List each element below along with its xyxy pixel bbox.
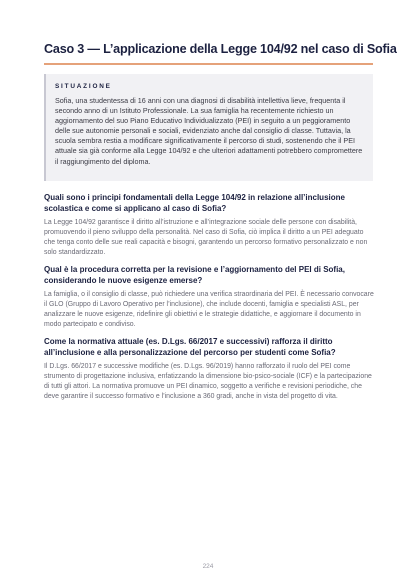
situation-text: Sofia, una studentessa di 16 anni con una diagnosi di disabilità intellettiva lieve, frequenta il secondo anno di un Istituto Professionale. La sua famiglia ha recentemente richiesto un aggiornamento del suo Piano Educativo Individualizzato (PEI) in seguito a un peggioramento delle sue autonomie personali e sociali, evidenziato anche dal consiglio di classe. Tuttavia, la scuola sembra restia a modificare significativamente il percorso di studi, sostenendo che il PEI attuale sia già conforme alla Legge 104/92 e che ulteriori adattamenti potrebbero compromettere il raggiungimento del diploma. [55, 96, 363, 166]
title-divider [44, 63, 373, 65]
answer-3: Il D.Lgs. 66/2017 e successive modifiche (es. D.Lgs. 96/2019) hanno rafforzato il ruolo del PEI come strumento di progettazione inclusiva, enfatizzando la dimensione bio-psico-sociale (ICF) e la partecipazione di tutti gli attori. La normativa promuove un PEI dinamico, soggetto a verifiche e revisioni periodiche, che deve garantire il successo formativo e l’inclusione a 360 gradi, anche in vista del progetto di vita. [44, 362, 372, 401]
question-block-2 [44, 264, 374, 330]
question-1: Quali sono i principi fondamentali della Legge 104/92 in relazione all’inclusione scolastica e come si applicano al caso di Sofia? [44, 193, 345, 214]
page-number: 224 [202, 563, 214, 570]
question-block-1 [44, 192, 374, 258]
answer-2: La famiglia, o il consiglio di classe, può richiedere una verifica straordinaria del PEI. È necessario convocare il GLO (Gruppo di Lavoro Operativo per l’inclusione), che include docenti, famiglia e specialisti ASL, per analizzare le nuove esigenze, ridefinire gli obiettivi e le strategie didattiche, e aggiornare il documento in modo partecipato e condiviso. [44, 290, 374, 329]
case-title: Caso 3 — L’applicazione della Legge 104/92 nel caso di Sofia [44, 42, 397, 56]
question-3: Come la normativa attuale (es. D.Lgs. 66/2017 e successivi) rafforza il diritto all’inclusione e alla personalizzazione del percorso per studenti come Sofia? [44, 337, 336, 358]
situation-label: SITUAZIONE [55, 83, 112, 90]
question-2: Qual è la procedura corretta per la revisione e l’aggiornamento del PEI di Sofia, considerando le nuove esigenze emerse? [44, 265, 345, 286]
question-block-3 [44, 336, 374, 402]
answer-1: La Legge 104/92 garantisce il diritto all’istruzione e all’integrazione sociale delle persone con disabilità, promuovendo il pieno sviluppo della personalità. Nel caso di Sofia, ciò implica il diritto a un PEI adeguato che tenga conto delle sue reali capacità e bisogni, garantendo un percorso formativo personalizzato e non solo standardizzato. [44, 218, 368, 257]
